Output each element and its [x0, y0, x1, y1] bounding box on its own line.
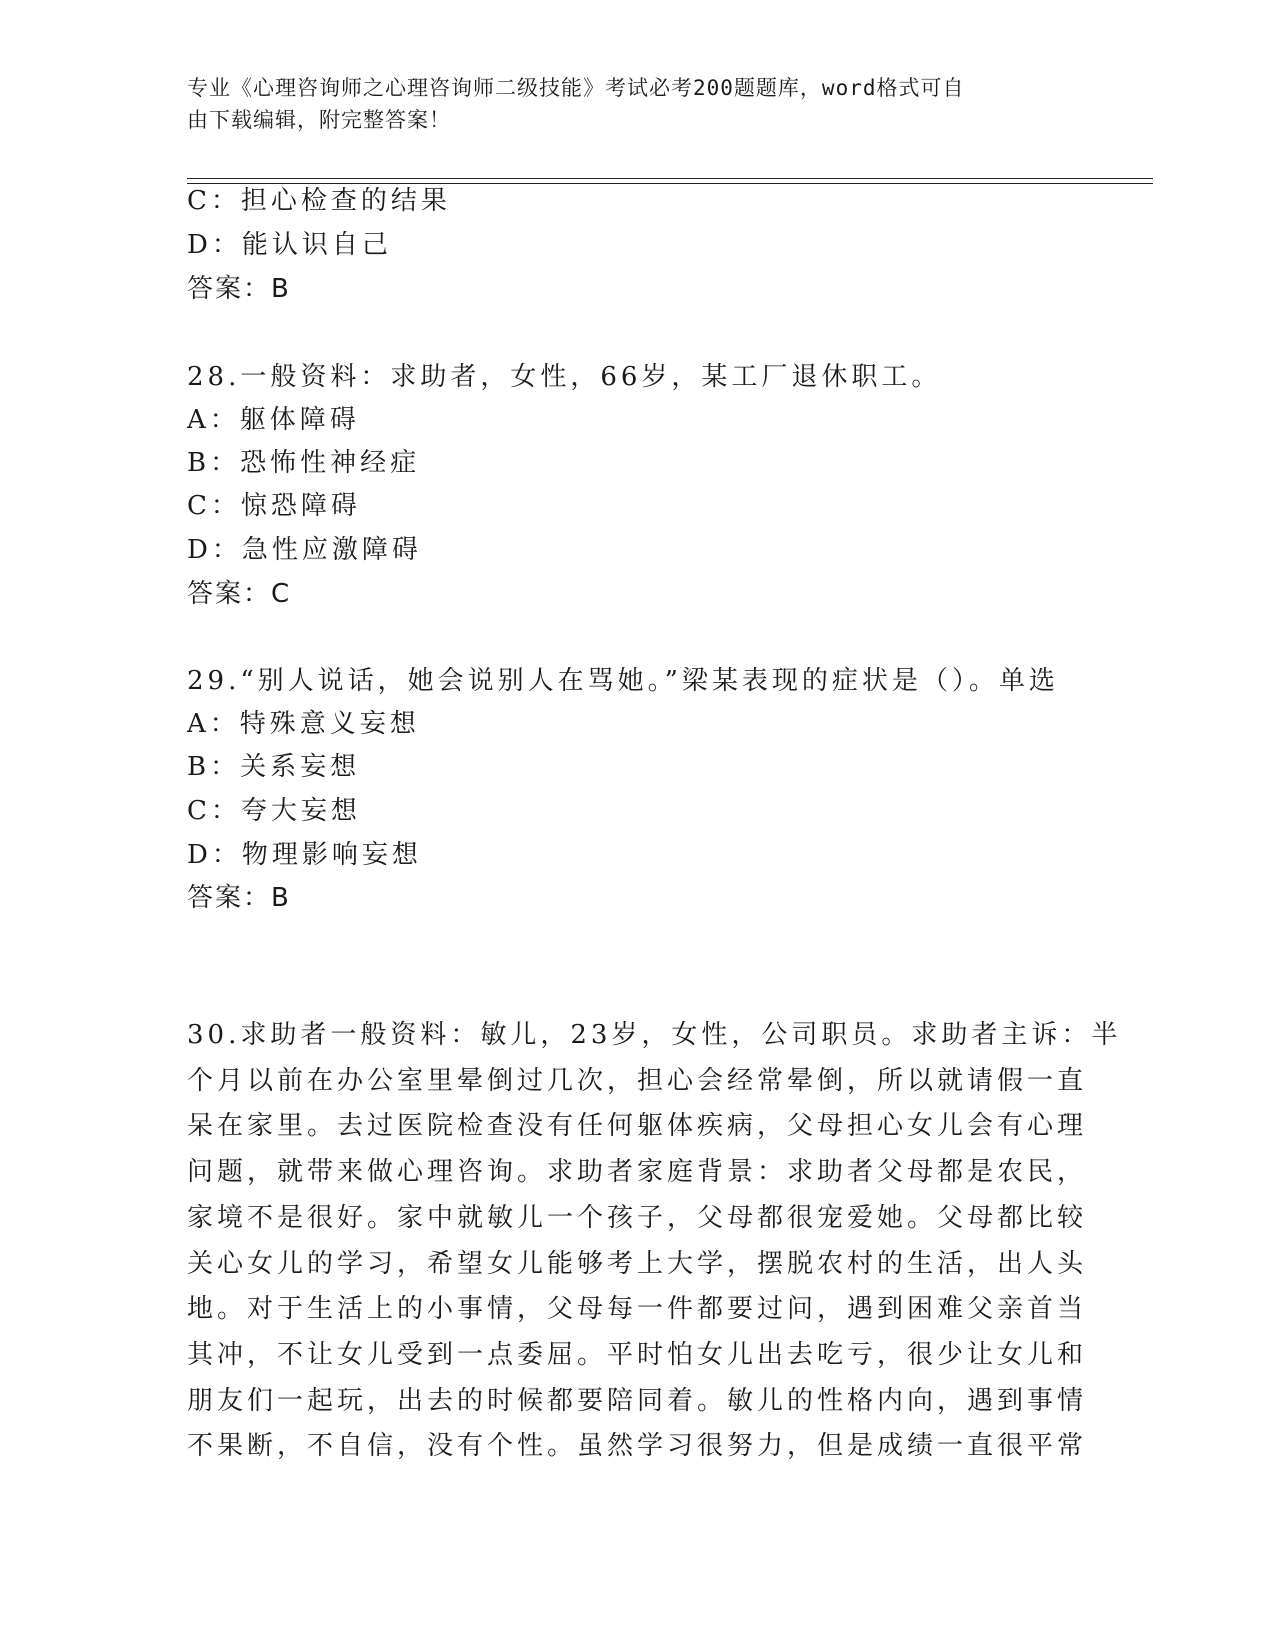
- q28-option-d: D：急性应激障碍: [187, 535, 422, 565]
- q30-line: 30.求助者一般资料：敏儿，23岁，女性，公司职员。求助者主诉：半: [187, 1020, 1122, 1050]
- q27-answer: 答案：B: [187, 274, 291, 304]
- q28-option-b: B：恐怖性神经症: [187, 448, 421, 478]
- q30-line: 呆在家里。去过医院检查没有任何躯体疾病，父母担心女儿会有心理: [187, 1111, 1088, 1142]
- q28-stem: 28.一般资料：求助者，女性，66岁，某工厂退休职工。: [187, 362, 942, 392]
- q30-line: 不果断，不自信，没有个性。虽然学习很努力，但是成绩一直很平常: [187, 1431, 1088, 1462]
- q28-option-c: C：惊恐障碍: [187, 491, 361, 521]
- q30-line: 家境不是很好。家中就敏儿一个孩子，父母都很宠爱她。父母都比较: [187, 1202, 1088, 1233]
- header-line-1: 专业《心理咨询师之心理咨询师二级技能》考试必考200题题库，word格式可自: [187, 76, 965, 100]
- q28-option-a: A：躯体障碍: [187, 405, 360, 435]
- q30-line: 其冲，不让女儿受到一点委屈。平时怕女儿出去吃亏，很少让女儿和: [187, 1339, 1088, 1370]
- q27-option-c: C：担心检查的结果: [187, 186, 451, 216]
- q30-line: 朋友们一起玩，出去的时候都要陪同着。敏儿的性格内向，遇到事情: [187, 1385, 1088, 1416]
- q30-line: 问题，就带来做心理咨询。求助者家庭背景：求助者父母都是农民，: [187, 1157, 1088, 1188]
- q29-stem: 29.“别人说话，她会说别人在骂她。”梁某表现的症状是（）。单选: [187, 666, 1059, 696]
- header-line-2: 由下载编辑，附完整答案！: [187, 108, 451, 132]
- header-divider-bottom: [187, 183, 1153, 184]
- q30-paragraph: [187, 1013, 1122, 1470]
- q29-option-a: A：特殊意义妄想: [187, 709, 420, 739]
- header-divider-top: [187, 178, 1153, 179]
- q28-answer: 答案：C: [187, 579, 292, 609]
- q30-line: 地。对于生活上的小事情，父母每一件都要过问，遇到困难父亲首当: [187, 1294, 1088, 1325]
- q29-answer: 答案：B: [187, 883, 291, 913]
- q30-line: 关心女儿的学习，希望女儿能够考上大学，摆脱农村的生活，出人头: [187, 1248, 1088, 1279]
- document-header: [187, 72, 1087, 136]
- q30-line: 个月以前在办公室里晕倒过几次，担心会经常晕倒，所以就请假一直: [187, 1065, 1088, 1096]
- q29-option-b: B：关系妄想: [187, 752, 361, 782]
- q27-option-d: D：能认识自己: [187, 230, 392, 260]
- q29-option-d: D：物理影响妄想: [187, 840, 422, 870]
- q29-option-c: C：夸大妄想: [187, 796, 361, 826]
